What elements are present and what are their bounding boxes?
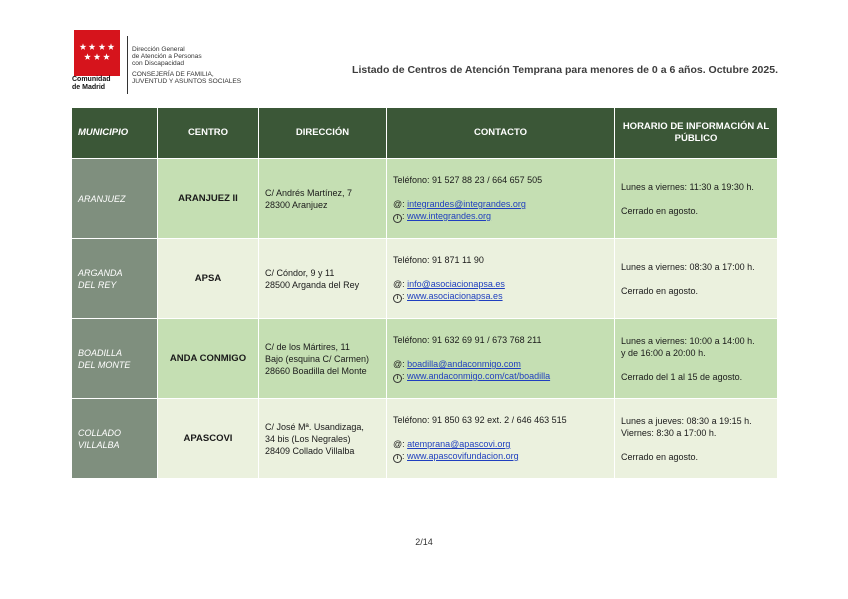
phone-text: Teléfono: 91 527 88 23 / 664 657 505 — [393, 175, 543, 185]
website-link[interactable]: www.integrandes.org — [407, 211, 492, 221]
table-row — [72, 159, 778, 239]
centro-cell: APSA — [158, 239, 259, 319]
centro-cell: APASCOVI — [158, 399, 259, 479]
hours-cell: Lunes a viernes: 10:00 a 14:00 h. y de 16:00 a 20:00 h. Cerrado del 1 al 15 de agosto. — [615, 319, 778, 399]
contact-cell: Teléfono: 91 632 69 91 / 673 768 211 @: boadilla@andaconmigo.com i : www.andaconmigo.com/cat/boadilla — [387, 319, 615, 399]
centro-cell: ANDA CONMIGO — [158, 319, 259, 399]
website-link[interactable]: www.asociacionapsa.es — [407, 291, 503, 301]
contact-cell: Teléfono: 91 850 63 92 ext. 2 / 646 463 515 @: atemprana@apascovi.org i : www.apascovifundacion.org — [387, 399, 615, 479]
page-number: 2/14 — [415, 537, 433, 547]
table-row — [72, 319, 778, 399]
info-icon: i — [393, 374, 402, 383]
email-link[interactable]: integrandes@integrandes.org — [407, 199, 526, 209]
centro-cell: ARANJUEZ II — [158, 159, 259, 239]
header-horario: HORARIO DE INFORMACIÓN AL PÚBLICO — [615, 108, 778, 159]
email-link[interactable]: info@asociacionapsa.es — [407, 279, 505, 289]
website-link[interactable]: www.apascovifundacion.org — [407, 451, 519, 461]
phone-text: Teléfono: 91 632 69 91 / 673 768 211 — [393, 335, 542, 345]
email-link[interactable]: boadilla@andaconmigo.com — [407, 359, 521, 369]
contact-cell: Teléfono: 91 527 88 23 / 664 657 505 @: integrandes@integrandes.org i : www.integrandes.org — [387, 159, 615, 239]
address-cell: C/ Cóndor, 9 y 11 28500 Arganda del Rey — [259, 239, 387, 319]
info-icon: i — [393, 294, 402, 303]
header-municipio: MUNICIPIO — [72, 108, 158, 159]
municipio-cell: ARGANDA DEL REY — [72, 239, 158, 319]
hours-cell: Lunes a viernes: 11:30 a 19:30 h. Cerrado en agosto. — [615, 159, 778, 239]
document-title: Listado de Centros de Atención Temprana para menores de 0 a 6 años. Octubre 2025. — [352, 64, 778, 76]
logo-divider — [127, 36, 128, 94]
address-cell: C/ de los Mártires, 11 Bajo (esquina C/ Carmen) 28660 Boadilla del Monte — [259, 319, 387, 399]
contact-cell: Teléfono: 91 871 11 90 @: info@asociacionapsa.es i : www.asociacionapsa.es — [387, 239, 615, 319]
table-row — [72, 399, 778, 479]
municipio-cell: ARANJUEZ — [72, 159, 158, 239]
phone-text: Teléfono: 91 850 63 92 ext. 2 / 646 463 515 — [393, 415, 567, 425]
header-direccion: DIRECCIÓN — [259, 108, 387, 159]
website-link[interactable]: www.andaconmigo.com/cat/boadilla — [407, 371, 551, 381]
table-row — [72, 239, 778, 319]
hours-cell: Lunes a jueves: 08:30 a 19:15 h. Viernes: 8:30 a 17:00 h. Cerrado en agosto. — [615, 399, 778, 479]
address-cell: C/ Andrés Martínez, 7 28300 Aranjuez — [259, 159, 387, 239]
address-cell: C/ José Mª. Usandizaga, 34 bis (Los Negrales) 28409 Collado Villalba — [259, 399, 387, 479]
logo-community-name: Comunidad de Madrid — [72, 76, 111, 91]
table-header-row — [72, 108, 778, 159]
municipio-cell: BOADILLA DEL MONTE — [72, 319, 158, 399]
email-link[interactable]: atemprana@apascovi.org — [407, 439, 511, 449]
phone-text: Teléfono: 91 871 11 90 — [393, 255, 484, 265]
logo-org-text: Dirección General de Atención a Personas con Discapacidad CONSEJERÍA DE FAMILIA, JUVENTUD Y ASUNTOS SOCIALES — [132, 46, 242, 85]
info-icon: i — [393, 454, 402, 463]
hours-cell: Lunes a viernes: 08:30 a 17:00 h. Cerrado en agosto. — [615, 239, 778, 319]
municipio-cell: COLLADO VILLALBA — [72, 399, 158, 479]
header-contacto: CONTACTO — [387, 108, 615, 159]
info-icon: i — [393, 214, 402, 223]
header-centro: CENTRO — [158, 108, 259, 159]
community-logo — [72, 30, 272, 96]
madrid-flag-icon — [74, 30, 120, 76]
centers-table — [71, 107, 778, 479]
